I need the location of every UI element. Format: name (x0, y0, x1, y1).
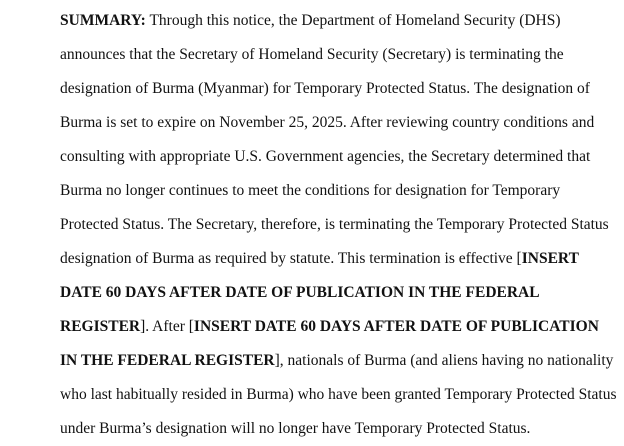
summary-label: SUMMARY: (60, 12, 146, 29)
text-run: designation of Burma as required by statute. This termination is effective [ (60, 250, 522, 267)
text-run-bold: REGISTER (60, 318, 141, 335)
text-run-bold: DATE 60 DAYS AFTER DATE OF PUBLICATION IN THE FEDERAL (60, 284, 540, 301)
summary-line-11 (60, 344, 614, 378)
text-run: designation of Burma (Myanmar) for Temporary Protected Status. The designation of (60, 80, 590, 97)
text-run-bold: INSERT DATE 60 DAYS AFTER DATE OF PUBLICATION (193, 318, 599, 335)
text-run: who last habitually resided in Burma) who have been granted Temporary Protected Status (60, 386, 617, 403)
text-run: Through this notice, the Department of Homeland Security (DHS) (145, 12, 561, 29)
summary-line-4 (60, 106, 600, 140)
summary-line-9 (60, 276, 600, 310)
summary-line-1 (60, 4, 600, 38)
summary-line-8 (60, 242, 600, 276)
text-run: announces that the Secretary of Homeland Security (Secretary) is terminating the (60, 46, 564, 63)
summary-line-12 (60, 378, 617, 412)
text-run-bold: INSERT (521, 250, 579, 267)
summary-line-2 (60, 38, 600, 72)
text-run-bold: IN THE FEDERAL REGISTER (60, 352, 275, 369)
summary-line-5 (60, 140, 600, 174)
summary-line-3 (60, 72, 600, 106)
summary-paragraph (60, 4, 617, 446)
text-run: Burma no longer continues to meet the conditions for designation for Temporary (60, 182, 561, 199)
text-run: Burma is set to expire on November 25, 2025. After reviewing country conditions and (60, 114, 595, 131)
text-run: ]. After [ (140, 318, 194, 335)
text-run: ], nationals of Burma (and aliens having no nationality (274, 352, 614, 369)
summary-line-7 (60, 208, 609, 242)
summary-line-6 (60, 174, 600, 208)
text-run: Protected Status. The Secretary, therefore, is terminating the Temporary Protected Status (60, 216, 609, 233)
summary-line-13 (60, 412, 600, 446)
text-run: consulting with appropriate U.S. Government agencies, the Secretary determined that (60, 148, 591, 165)
summary-line-10 (60, 310, 600, 344)
text-run: under Burma’s designation will no longer have Temporary Protected Status. (60, 420, 531, 437)
